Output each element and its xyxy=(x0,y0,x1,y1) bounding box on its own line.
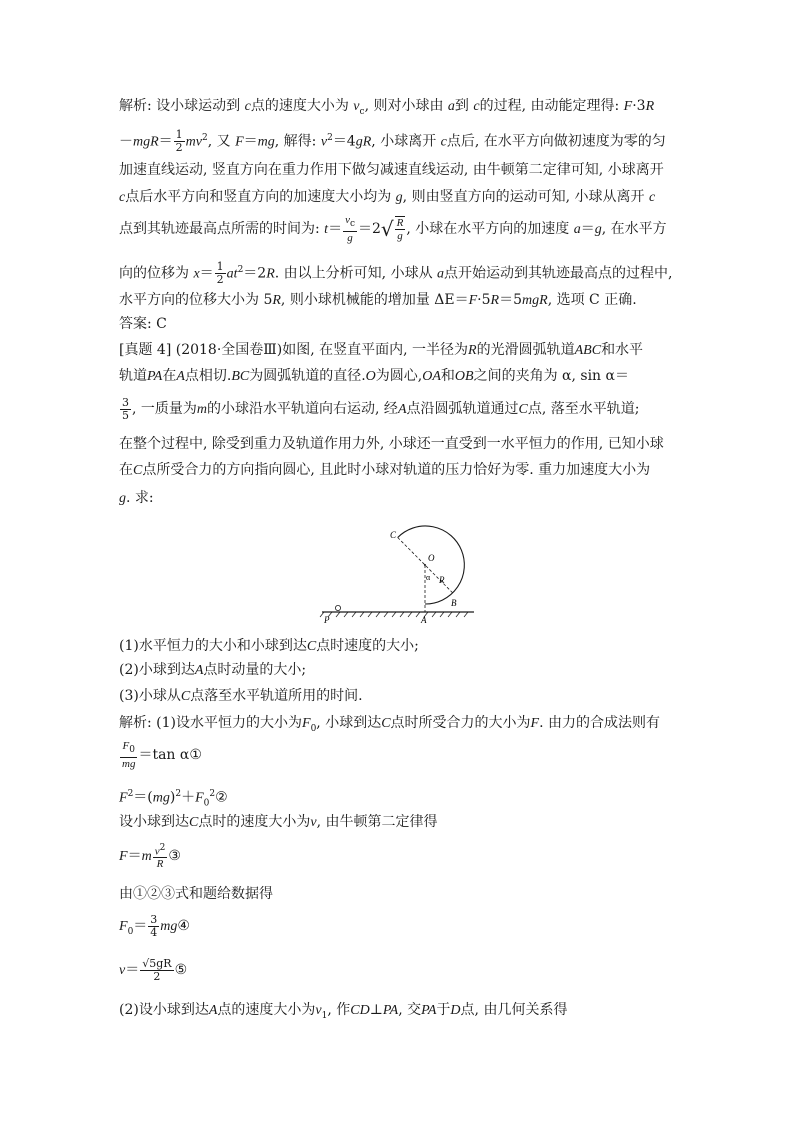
ground-hatch xyxy=(320,612,468,617)
track-figure xyxy=(318,520,478,624)
problem-line-1 xyxy=(119,340,643,362)
sup: 2 xyxy=(209,789,216,799)
analysis-line-5 xyxy=(119,212,667,246)
text: , 在水平方 xyxy=(601,221,667,237)
text: ＝2 xyxy=(243,265,267,282)
sub-c: c xyxy=(349,219,355,230)
text: 点到其轨迹最高点所需的时间为: xyxy=(119,221,320,237)
text: 在 xyxy=(119,462,133,478)
var-F: F xyxy=(468,293,478,308)
text: , 则小球机械能的增加量 ΔE＝ xyxy=(280,292,469,308)
text: , 则对小球由 xyxy=(364,98,444,114)
var-R: R xyxy=(645,99,655,114)
var-x: x xyxy=(193,266,200,282)
text: ⊥ xyxy=(369,1002,383,1018)
text: 为圆弧轨道的直径. xyxy=(249,368,366,384)
text: 和 xyxy=(440,368,455,384)
text: 点相切. xyxy=(184,368,232,384)
text: 点, 落至水平轨道; xyxy=(527,401,640,417)
label-P: P xyxy=(324,615,330,624)
var-CD: CD xyxy=(350,1003,370,1018)
var-v: v xyxy=(310,815,317,830)
text: 点后水平方向和竖直方向的加速度大小均为 xyxy=(125,189,392,205)
analysis-line-4 xyxy=(119,187,655,209)
text: 点落至水平轨道所用的时间. xyxy=(190,688,363,704)
var-F: F xyxy=(195,790,204,806)
text: ＝ xyxy=(158,133,173,150)
text: 解析: 设小球运动到 xyxy=(119,98,241,114)
text: (2)小球到达 xyxy=(119,662,195,678)
solution-line-8 xyxy=(119,954,187,986)
var-a: a xyxy=(447,99,455,114)
center-point xyxy=(424,564,426,566)
var-t: t xyxy=(324,222,329,237)
fraction xyxy=(153,842,168,871)
frac-num: 3 xyxy=(150,912,158,926)
var-F: F xyxy=(119,919,128,934)
var-mg: mg xyxy=(160,919,178,934)
var-mg: mg xyxy=(152,790,170,806)
var-A: A xyxy=(176,369,185,384)
question-1 xyxy=(119,636,419,658)
text: ② xyxy=(215,789,228,806)
var-A: A xyxy=(194,663,204,678)
var-mgR: mgR xyxy=(133,134,159,150)
solution-line-7 xyxy=(119,910,190,942)
var-OA: OA xyxy=(422,369,441,384)
var-O: O xyxy=(365,369,376,384)
text: 点时速度的大小; xyxy=(316,638,419,654)
text: , 交 xyxy=(398,1002,422,1018)
text: ④ xyxy=(177,918,190,934)
var-A: A xyxy=(397,402,407,417)
frac-den: 2 xyxy=(216,273,224,287)
var-PA: PA xyxy=(147,369,163,384)
problem-line-5 xyxy=(119,460,650,482)
text: 设小球到达 xyxy=(119,814,189,830)
solution-line-2 xyxy=(119,740,202,770)
var-BC: BC xyxy=(231,369,250,384)
solution-line-4 xyxy=(119,812,437,834)
text: 和水平 xyxy=(601,342,644,358)
var-C: C xyxy=(518,402,528,417)
sub: 0 xyxy=(129,745,135,756)
problem-tag: [真题 4] xyxy=(119,342,172,358)
text: , 又 xyxy=(207,133,231,150)
sup: 2 xyxy=(159,842,166,853)
sub-c: c xyxy=(359,106,365,117)
analysis-line-6 xyxy=(119,256,673,287)
text: ＝ xyxy=(328,221,343,237)
var-F: F xyxy=(623,99,633,114)
text: 之间的夹角为 α, sin α＝ xyxy=(473,368,629,384)
sup: 2 xyxy=(327,133,333,143)
var-v: v xyxy=(320,134,328,150)
answer-line xyxy=(119,314,167,336)
sup: 2 xyxy=(175,789,182,799)
frac-den: mg xyxy=(122,757,136,770)
text: , 解得: xyxy=(274,133,317,150)
text: , 则由竖直方向的运动可知, 小球从离开 xyxy=(402,189,645,205)
fraction xyxy=(174,129,185,154)
var-g: g xyxy=(395,190,403,205)
question-3 xyxy=(119,686,363,708)
var-at: at xyxy=(226,266,238,282)
text: ＝5 xyxy=(499,292,523,308)
fraction xyxy=(148,914,159,939)
sup: 2 xyxy=(237,265,244,275)
frac-num xyxy=(120,740,137,757)
question-2 xyxy=(119,660,306,682)
text: 水平方向的位移大小为 5 xyxy=(119,292,273,308)
label-alpha: α xyxy=(426,573,431,582)
label-O: O xyxy=(428,553,435,563)
frac-den: 4 xyxy=(150,925,158,939)
text: 轨道 xyxy=(119,368,147,384)
fraction xyxy=(120,740,137,769)
frac-den: g xyxy=(397,230,403,242)
text: ＋ xyxy=(181,789,196,806)
text: ＝ xyxy=(133,918,148,934)
label-R: R xyxy=(439,575,445,585)
var-mg: mg xyxy=(257,134,275,150)
text: 点时的速度大小为 xyxy=(198,814,311,830)
frac-num: 1 xyxy=(216,260,224,274)
text: ③ xyxy=(168,848,181,864)
var-D: D xyxy=(450,1003,461,1018)
var-v: v xyxy=(119,963,126,978)
var-C: C xyxy=(381,716,391,731)
problem-line-3 xyxy=(119,394,639,424)
text: ＝ xyxy=(125,962,140,978)
var-c: c xyxy=(119,190,126,205)
var-a: a xyxy=(573,222,581,237)
sup: 2 xyxy=(202,133,208,143)
fraction xyxy=(395,216,406,242)
sqrt: √ $\frac{R}{g}$ xyxy=(380,217,404,242)
var-gR: gR xyxy=(355,134,372,150)
var-F: F xyxy=(119,849,128,864)
solution-line-9 xyxy=(119,1000,567,1022)
var-F: F xyxy=(235,134,244,150)
text: 解析: (1)设水平恒力的大小为 xyxy=(119,715,302,731)
text: ＝tan α① xyxy=(138,747,202,763)
text: 到 xyxy=(454,98,469,114)
var-F: F xyxy=(119,790,128,806)
label-A: A xyxy=(421,615,427,624)
solution-line-5 xyxy=(119,840,181,872)
var-ABC: ABC xyxy=(574,343,602,358)
var-C: C xyxy=(133,463,143,478)
text: 点后, 在水平方向做初速度为零的匀 xyxy=(446,133,666,150)
analysis-line-1 xyxy=(119,96,654,118)
sup: 2 xyxy=(127,789,134,799)
var-v: v xyxy=(315,1003,322,1018)
frac-num xyxy=(153,842,168,859)
label-C: C xyxy=(390,530,397,540)
analysis-line-7 xyxy=(119,290,637,312)
text: 点所受合力的方向指向圆心, 且此时小球对轨道的压力恰好为零. 重力加速度大小为 xyxy=(142,462,651,478)
var-R: R xyxy=(272,293,281,308)
text: , 一质量为 xyxy=(132,401,197,417)
solution-line-1 xyxy=(119,713,660,735)
text: ＝ xyxy=(580,221,595,237)
var-F: F xyxy=(530,716,540,731)
text: 由①②③式和题给数据得 xyxy=(119,886,273,902)
var-PA: PA xyxy=(382,1003,399,1018)
text: ·3 xyxy=(632,98,646,114)
text: ＝( xyxy=(133,789,153,806)
var-C: C xyxy=(189,815,199,830)
problem-line-4 xyxy=(119,434,664,456)
var-m: m xyxy=(196,402,208,417)
var-g: g xyxy=(594,222,602,237)
text: (2)设小球到达 xyxy=(119,1002,209,1018)
var-F: F xyxy=(122,740,130,753)
text: , 小球到达 xyxy=(316,715,382,731)
var-C: C xyxy=(306,639,317,654)
frac-den: 2 xyxy=(153,969,161,983)
var-c: c xyxy=(440,134,447,150)
text: ·5 xyxy=(477,292,491,308)
text: , 作 xyxy=(327,1002,351,1018)
text: ＝ xyxy=(127,848,142,864)
frac-den: 5 xyxy=(122,408,129,422)
var-R: R xyxy=(468,343,477,358)
problem-line-6 xyxy=(119,488,154,510)
text: 的小球沿水平轨道向右运动, 经 xyxy=(207,401,398,417)
text: 加速直线运动, 竖直方向在重力作用下做匀减速直线运动, 由牛顿第二定律可知, 小球离开 xyxy=(119,162,664,178)
text: 的过程, 由动能定理得: xyxy=(479,98,620,114)
text: , 由牛顿第二定律得 xyxy=(316,814,438,830)
text: 点, 由几何关系得 xyxy=(460,1002,568,1018)
frac-num: 1 xyxy=(175,128,183,142)
sub: 0 xyxy=(203,798,210,809)
var-a: a xyxy=(437,266,445,282)
text: , 选项 C 正确. xyxy=(547,292,637,308)
var-mv: mv xyxy=(185,134,202,150)
var-mgR: mgR xyxy=(522,293,548,308)
frac-num: R xyxy=(396,217,404,229)
var-F: F xyxy=(302,716,311,731)
ball xyxy=(335,605,340,610)
text: ⑤ xyxy=(174,962,188,978)
problem-line-2 xyxy=(119,366,629,388)
var-v: v xyxy=(154,845,160,858)
var-c: c xyxy=(648,190,656,205)
label-B: B xyxy=(451,598,457,608)
text: . 由力的合成法则有 xyxy=(539,715,661,731)
var-R: R xyxy=(266,266,275,282)
text: (1)水平恒力的大小和小球到达 xyxy=(119,638,307,654)
text: ) xyxy=(169,789,176,806)
text: ＝4 xyxy=(332,133,356,150)
text: 向的位移为 xyxy=(119,265,189,282)
text: , 小球离开 xyxy=(371,133,437,150)
fraction xyxy=(140,958,173,983)
text: 于 xyxy=(436,1002,451,1018)
text: 点时动量的大小; xyxy=(203,662,307,678)
text: ＝2 xyxy=(358,221,381,237)
text: . 由以上分析可知, 小球从 xyxy=(274,265,433,282)
arc-track xyxy=(398,526,465,604)
text: (2018·全国卷Ⅲ)如图, 在竖直平面内, 一半径为 xyxy=(175,342,469,358)
var-c: c xyxy=(244,99,251,114)
analysis-line-3 xyxy=(119,160,664,182)
text: 点开始运动到其轨迹最高点的过程中, xyxy=(444,265,673,282)
text: ＝ xyxy=(243,133,258,150)
frac-den: g xyxy=(347,231,353,244)
text: － xyxy=(119,133,133,150)
frac-den: 2 xyxy=(175,141,183,155)
fraction xyxy=(215,261,226,286)
text: (3)小球从 xyxy=(119,688,181,704)
var-C: C xyxy=(180,689,191,704)
var-v: v xyxy=(345,214,350,227)
fraction xyxy=(343,214,357,243)
text: ＝ xyxy=(199,265,214,282)
var-v: v xyxy=(353,99,360,114)
analysis-line-2 xyxy=(119,124,666,155)
text: 点时所受合力的大小为 xyxy=(390,715,531,731)
var-R: R xyxy=(490,293,500,308)
var-PA: PA xyxy=(421,1003,437,1018)
sub: 0 xyxy=(310,723,317,734)
var-m: m xyxy=(141,849,152,864)
frac-num xyxy=(343,214,357,231)
text: , 小球在水平方向的加速度 xyxy=(406,221,570,237)
frac-num: √5gR xyxy=(142,956,172,970)
text: 点的速度大小为 xyxy=(217,1002,316,1018)
text: 在 xyxy=(162,368,177,384)
text: . 求: xyxy=(126,490,154,506)
solution-line-3 xyxy=(119,784,228,809)
solution-line-6 xyxy=(119,884,273,906)
answer: 答案: C xyxy=(119,316,167,332)
text: 点的速度大小为 xyxy=(250,98,349,114)
var-g: g xyxy=(119,491,126,506)
sub: 0 xyxy=(127,926,134,937)
fraction xyxy=(120,397,131,422)
var-c: c xyxy=(473,99,480,114)
text: 点沿圆弧轨道通过 xyxy=(406,401,519,417)
frac-num: 3 xyxy=(122,395,129,409)
text: 的光滑圆弧轨道 xyxy=(476,342,575,358)
var-A: A xyxy=(208,1003,218,1018)
text: 在整个过程中, 除受到重力及轨道作用力外, 小球还一直受到一水平恒力的作用, 已知小球 xyxy=(119,436,664,452)
frac-den: R xyxy=(156,858,164,871)
var-OB: OB xyxy=(454,369,474,384)
text: 为圆心, xyxy=(375,368,423,384)
sub: 1 xyxy=(321,1010,328,1021)
